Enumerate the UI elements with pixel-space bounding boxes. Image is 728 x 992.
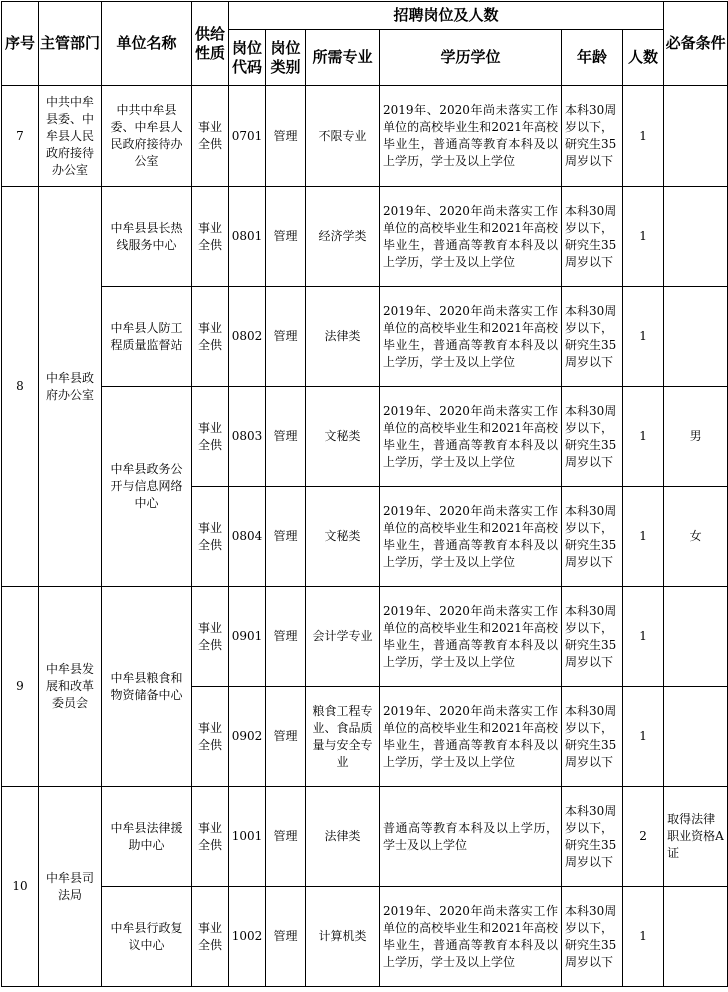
cell-age: 本科30周岁以下，研究生35周岁以下 — [562, 187, 623, 287]
cell-type: 管理 — [266, 287, 306, 387]
cell-count: 2 — [623, 787, 664, 887]
cell-unit: 中牟县法律援助中心 — [102, 787, 192, 887]
cell-required — [664, 887, 728, 987]
cell-education: 2019年、2020年尚未落实工作单位的高校毕业生和2021年高校毕业生，普通高等教育本科及以上学历，学士及以上学位 — [380, 887, 562, 987]
cell-unit: 中共中牟县委、中牟县人民政府接待办公室 — [102, 86, 192, 187]
cell-dept: 中牟县发展和改革委员会 — [39, 587, 102, 787]
header-education: 学历学位 — [380, 30, 562, 86]
cell-required: 女 — [664, 487, 728, 587]
cell-education: 2019年、2020年尚未落实工作单位的高校毕业生和2021年高校毕业生，普通高等教育本科及以上学历，学士及以上学位 — [380, 187, 562, 287]
cell-education: 2019年、2020年尚未落实工作单位的高校毕业生和2021年高校毕业生，普通高等教育本科及以上学历，学士及以上学位 — [380, 86, 562, 187]
table-row — [2, 86, 728, 187]
cell-seq: 8 — [2, 187, 39, 587]
cell-education: 2019年、2020年尚未落实工作单位的高校毕业生和2021年高校毕业生，普通高等教育本科及以上学历，学士及以上学位 — [380, 287, 562, 387]
cell-age: 本科30周岁以下，研究生35周岁以下 — [562, 487, 623, 587]
cell-count: 1 — [623, 287, 664, 387]
cell-code: 0802 — [229, 287, 266, 387]
cell-funding: 事业全供 — [192, 787, 229, 887]
cell-major: 文秘类 — [306, 487, 380, 587]
cell-count: 1 — [623, 587, 664, 687]
cell-major: 经济学类 — [306, 187, 380, 287]
cell-funding: 事业全供 — [192, 187, 229, 287]
cell-code: 0801 — [229, 187, 266, 287]
header-group: 招聘岗位及人数 — [229, 2, 664, 30]
cell-count: 1 — [623, 387, 664, 487]
cell-age: 本科30周岁以下，研究生35周岁以下 — [562, 287, 623, 387]
cell-education: 2019年、2020年尚未落实工作单位的高校毕业生和2021年高校毕业生，普通高等教育本科及以上学历，学士及以上学位 — [380, 687, 562, 787]
cell-major: 粮食工程专业、食品质量与安全专业 — [306, 687, 380, 787]
cell-education: 2019年、2020年尚未落实工作单位的高校毕业生和2021年高校毕业生，普通高等教育本科及以上学历，学士及以上学位 — [380, 387, 562, 487]
cell-age: 本科30周岁以下，研究生35周岁以下 — [562, 787, 623, 887]
table-row — [2, 787, 728, 887]
cell-required: 取得法律职业资格A证 — [664, 787, 728, 887]
header-count: 人数 — [623, 30, 664, 86]
cell-type: 管理 — [266, 187, 306, 287]
cell-required — [664, 587, 728, 687]
cell-type: 管理 — [266, 86, 306, 187]
cell-funding: 事业全供 — [192, 887, 229, 987]
cell-count: 1 — [623, 86, 664, 187]
cell-age: 本科30周岁以下，研究生35周岁以下 — [562, 687, 623, 787]
cell-seq: 9 — [2, 587, 39, 787]
cell-dept: 中牟县司法局 — [39, 787, 102, 987]
cell-age: 本科30周岁以下，研究生35周岁以下 — [562, 86, 623, 187]
recruitment-table — [1, 1, 728, 987]
cell-count: 1 — [623, 187, 664, 287]
table-row — [2, 887, 728, 987]
cell-age: 本科30周岁以下，研究生35周岁以下 — [562, 387, 623, 487]
header-major: 所需专业 — [306, 30, 380, 86]
cell-type: 管理 — [266, 687, 306, 787]
cell-count: 1 — [623, 887, 664, 987]
cell-funding: 事业全供 — [192, 687, 229, 787]
cell-dept: 中共中牟县委、中牟县人民政府接待办公室 — [39, 86, 102, 187]
cell-education: 普通高等教育本科及以上学历，学士及以上学位 — [380, 787, 562, 887]
cell-funding: 事业全供 — [192, 587, 229, 687]
cell-required — [664, 187, 728, 287]
cell-count: 1 — [623, 687, 664, 787]
cell-funding: 事业全供 — [192, 387, 229, 487]
cell-age: 本科30周岁以下，研究生35周岁以下 — [562, 587, 623, 687]
cell-code: 0803 — [229, 387, 266, 487]
cell-education: 2019年、2020年尚未落实工作单位的高校毕业生和2021年高校毕业生，普通高等教育本科及以上学历，学士及以上学位 — [380, 487, 562, 587]
cell-seq: 10 — [2, 787, 39, 987]
table-row — [2, 387, 728, 487]
cell-type: 管理 — [266, 787, 306, 887]
cell-unit: 中牟县政务公开与信息网络中心 — [102, 387, 192, 587]
cell-major: 法律类 — [306, 287, 380, 387]
cell-required — [664, 287, 728, 387]
cell-major: 法律类 — [306, 787, 380, 887]
cell-age: 本科30周岁以下，研究生35周岁以下 — [562, 887, 623, 987]
cell-code: 0701 — [229, 86, 266, 187]
header-dept: 主管部门 — [39, 2, 102, 86]
table-row — [2, 587, 728, 687]
cell-type: 管理 — [266, 887, 306, 987]
cell-seq: 7 — [2, 86, 39, 187]
cell-dept: 中牟县政府办公室 — [39, 187, 102, 587]
cell-count: 1 — [623, 487, 664, 587]
cell-required — [664, 86, 728, 187]
cell-funding: 事业全供 — [192, 487, 229, 587]
cell-required: 男 — [664, 387, 728, 487]
header-post-type: 岗位类别 — [266, 30, 306, 86]
table-row — [2, 287, 728, 387]
cell-code: 1001 — [229, 787, 266, 887]
cell-unit: 中牟县县长热线服务中心 — [102, 187, 192, 287]
cell-code: 1002 — [229, 887, 266, 987]
header-age: 年龄 — [562, 30, 623, 86]
cell-major: 不限专业 — [306, 86, 380, 187]
header-unit: 单位名称 — [102, 2, 192, 86]
cell-major: 会计学专业 — [306, 587, 380, 687]
cell-type: 管理 — [266, 487, 306, 587]
header-post-code: 岗位代码 — [229, 30, 266, 86]
header-funding: 供给性质 — [192, 2, 229, 86]
cell-funding: 事业全供 — [192, 287, 229, 387]
cell-code: 0804 — [229, 487, 266, 587]
cell-major: 计算机类 — [306, 887, 380, 987]
cell-major: 文秘类 — [306, 387, 380, 487]
cell-unit: 中牟县行政复议中心 — [102, 887, 192, 987]
cell-unit: 中牟县粮食和物资储备中心 — [102, 587, 192, 787]
cell-code: 0902 — [229, 687, 266, 787]
cell-unit: 中牟县人防工程质量监督站 — [102, 287, 192, 387]
cell-type: 管理 — [266, 587, 306, 687]
cell-education: 2019年、2020年尚未落实工作单位的高校毕业生和2021年高校毕业生，普通高等教育本科及以上学历，学士及以上学位 — [380, 587, 562, 687]
cell-required — [664, 687, 728, 787]
header-seq: 序号 — [2, 2, 39, 86]
cell-type: 管理 — [266, 387, 306, 487]
table-row — [2, 187, 728, 287]
cell-funding: 事业全供 — [192, 86, 229, 187]
cell-code: 0901 — [229, 587, 266, 687]
header-required: 必备条件 — [664, 2, 728, 86]
